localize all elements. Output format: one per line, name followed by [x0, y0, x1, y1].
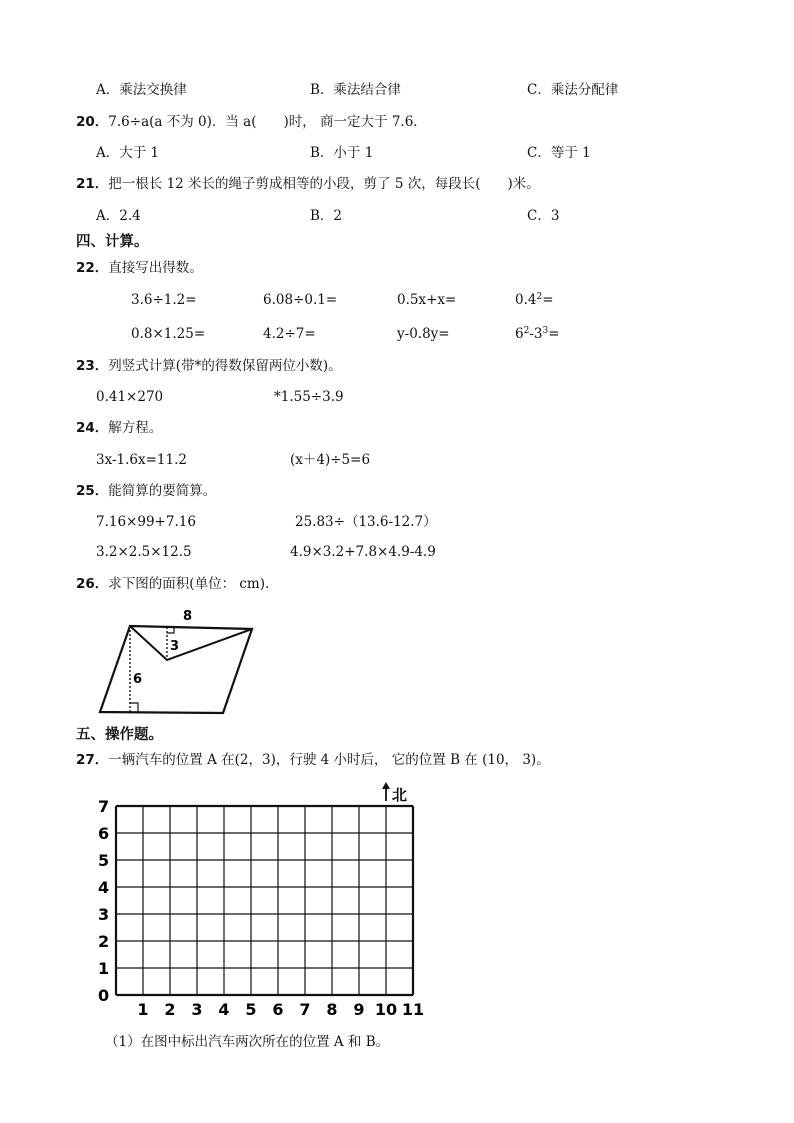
- y-axis-label: 5: [98, 851, 110, 870]
- x-axis-label: 6: [272, 1000, 284, 1019]
- question-text: 求下图的面积(单位： cm).: [108, 576, 270, 592]
- parallelogram-figure: [95, 605, 265, 720]
- y-axis-label: 3: [98, 905, 110, 924]
- question-number: 25．: [76, 483, 109, 499]
- label-top: 8: [183, 609, 193, 624]
- calc-item: 6.08÷0.1=: [263, 292, 338, 308]
- equation: 3x-1.6x=11.2: [96, 452, 187, 468]
- north-label: 北: [392, 786, 408, 804]
- option-b: B．小于 1: [310, 145, 374, 161]
- option-b: B．乘法结合律: [310, 82, 401, 98]
- y-axis-label: 7: [98, 797, 110, 816]
- calc-item: y-0.8y=: [397, 326, 450, 342]
- y-axis-label: 4: [98, 878, 110, 897]
- question-number: 24．: [76, 420, 109, 436]
- question-text: 把一根长 12 米长的绳子剪成相等的小段，剪了 5 次，每段长( )米。: [108, 176, 540, 192]
- option-c: C．等于 1: [527, 145, 591, 161]
- y-axis-labels: [98, 797, 109, 1005]
- x-axis-label: 2: [164, 1000, 176, 1019]
- x-axis-label: 9: [353, 1000, 365, 1019]
- calc-item: 3.6÷1.2=: [131, 292, 197, 308]
- question-text: 7.6÷a(a 不为 0)．当 a( )时， 商一定大于 7.6.: [108, 114, 418, 130]
- calc-item-power-diff: $6^2-3^3=$: [515, 326, 560, 342]
- section-heading: 五、操作题。: [76, 727, 163, 743]
- calc-item: *1.55÷3.9: [274, 389, 344, 405]
- calc-item: 0.41×270: [96, 389, 164, 405]
- x-axis-label: 4: [218, 1000, 230, 1019]
- label-height: 6: [133, 672, 143, 687]
- equation: (x＋4)÷5=6: [290, 452, 371, 468]
- x-axis-labels: [137, 1000, 424, 1019]
- question-number: 23．: [76, 358, 109, 374]
- question-text: 列竖式计算(带*的得数保留两位小数)。: [108, 358, 342, 374]
- calc-item: 0.8×1.25=: [131, 326, 206, 342]
- question-24: [76, 422, 162, 436]
- sub-question-1: （1）在图中标出汽车两次所在的位置 A 和 B。: [105, 1034, 390, 1050]
- x-axis-label: 7: [299, 1000, 311, 1019]
- x-axis-label: 10: [374, 1000, 398, 1019]
- inner-triangle: [130, 626, 252, 660]
- question-number: 21．: [76, 176, 109, 192]
- question-text: 解方程。: [108, 420, 163, 436]
- y-axis-label: 0: [98, 986, 110, 1005]
- x-axis-label: 11: [401, 1000, 425, 1019]
- section-heading: 四、计算。: [76, 234, 149, 250]
- option-a: A．大于 1: [96, 145, 160, 161]
- question-20: [76, 116, 418, 130]
- calc-item: 7.16×99+7.16: [96, 514, 196, 530]
- question-text: 一辆汽车的位置 A 在(2，3)，行驶 4 小时后， 它的位置 B 在 (10， 3)。: [108, 752, 550, 768]
- calc-item: 4.2÷7=: [263, 326, 316, 342]
- north-indicator: [382, 782, 407, 804]
- question-text: 能简算的要简算。: [108, 483, 217, 499]
- option-c: C．3: [527, 208, 560, 224]
- label-inner: 3: [170, 639, 180, 654]
- option-b: B．2: [310, 208, 343, 224]
- grid-lines: [116, 806, 413, 995]
- x-axis-label: 1: [137, 1000, 149, 1019]
- calc-item: 25.83÷（13.6-12.7）: [295, 514, 437, 530]
- y-axis-label: 6: [98, 824, 110, 843]
- calc-item: 4.9×3.2+7.8×4.9-4.9: [290, 544, 436, 560]
- question-number: 26．: [76, 576, 109, 592]
- x-axis-label: 5: [245, 1000, 257, 1019]
- question-number: 27．: [76, 752, 109, 768]
- option-a: A．2.4: [96, 208, 141, 224]
- option-c: C．乘法分配律: [527, 82, 619, 98]
- question-22: [76, 262, 203, 276]
- calc-item: 0.5x+x=: [397, 292, 457, 308]
- question-text: 直接写出得数。: [108, 260, 203, 276]
- x-axis-label: 8: [326, 1000, 338, 1019]
- question-26: [76, 578, 269, 592]
- x-axis-label: 3: [191, 1000, 203, 1019]
- y-axis-label: 2: [98, 932, 110, 951]
- question-number: 20．: [76, 114, 109, 130]
- y-axis-label: 1: [98, 959, 110, 978]
- right-angle-mark: [130, 703, 138, 712]
- coordinate-grid: [90, 780, 430, 1020]
- question-23: [76, 360, 342, 374]
- calc-item-square: $0.4^2=$: [515, 292, 554, 308]
- question-25: [76, 485, 216, 499]
- question-27: [76, 754, 550, 768]
- question-number: 22．: [76, 260, 109, 276]
- calc-item: 3.2×2.5×12.5: [96, 544, 192, 560]
- question-21: [76, 178, 540, 192]
- option-a: A．乘法交换律: [96, 82, 187, 98]
